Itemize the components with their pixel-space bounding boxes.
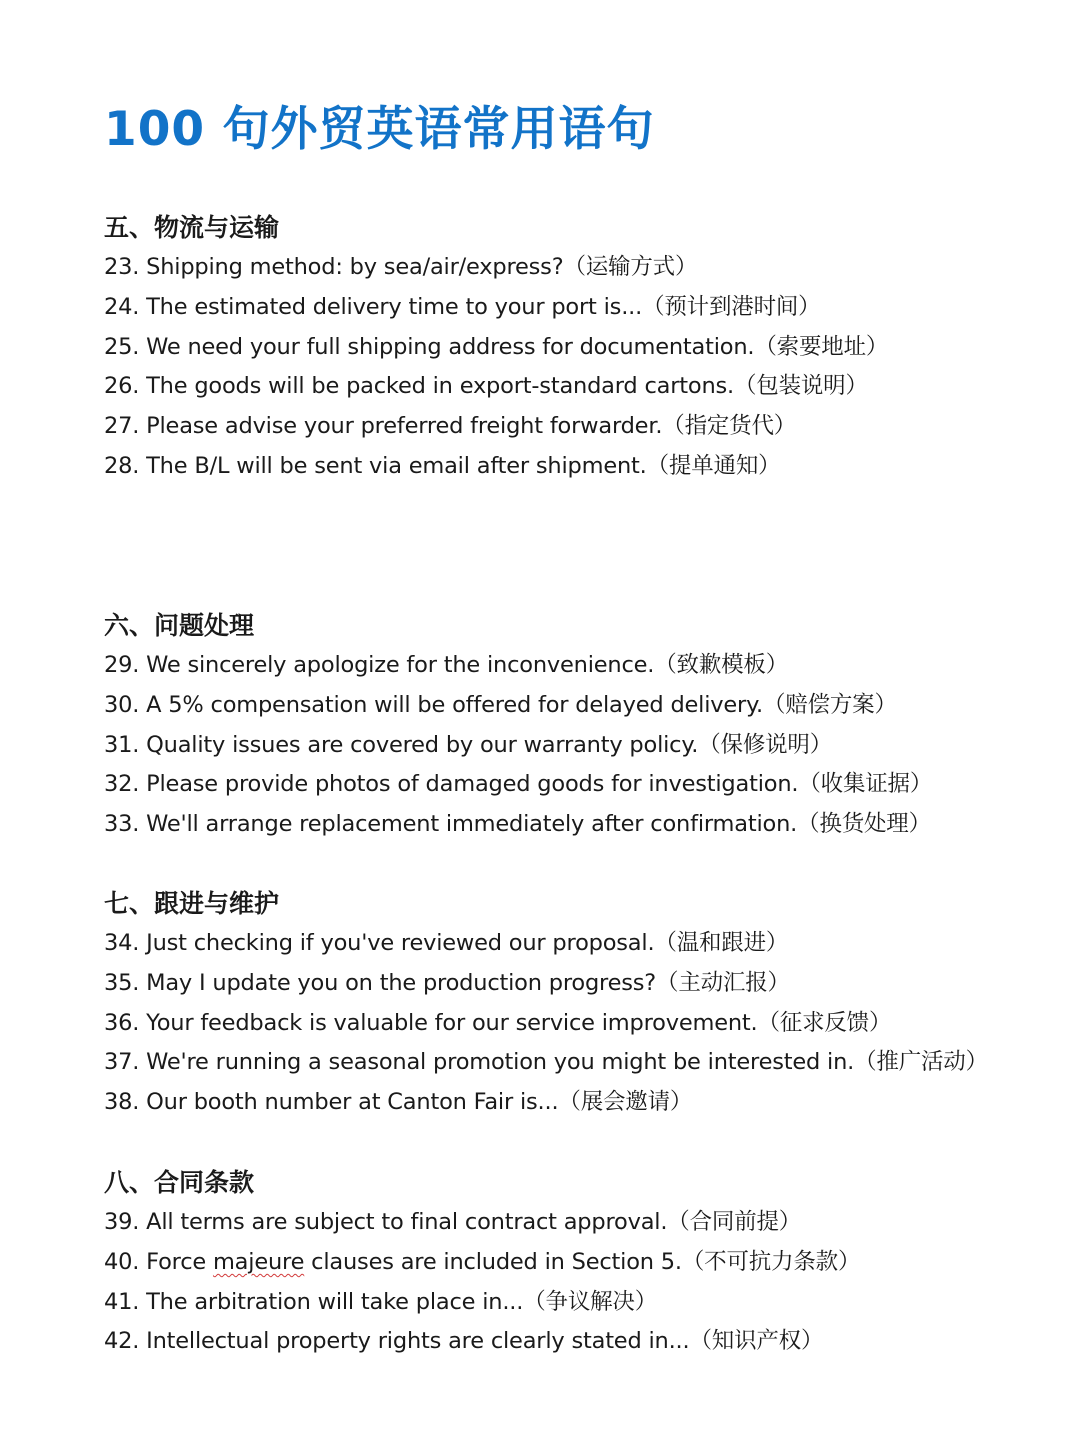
phrase-chinese-note: （保修说明）	[698, 731, 833, 758]
section-heading: 五、物流与运输	[104, 213, 280, 242]
phrase-line	[104, 686, 1024, 726]
section-heading: 八、合同条款	[104, 1168, 255, 1197]
phrase-line	[104, 964, 1024, 1004]
phrase-chinese-note: （温和跟进）	[654, 930, 789, 956]
phrase-line	[104, 924, 1024, 964]
phrase-chinese-note: （知识产权）	[689, 1328, 824, 1355]
phrase-line	[104, 1083, 1024, 1123]
phrase-line	[104, 248, 1024, 288]
phrase-english: 39. All terms are subject to final contract approval.	[104, 1209, 668, 1235]
phrase-english-prefix: 40. Force	[104, 1248, 213, 1275]
phrase-english: 37. We're running a seasonal promotion you might be interested in.	[104, 1049, 855, 1076]
phrase-english: 36. Your feedback is valuable for our service improvement.	[104, 1009, 758, 1036]
phrase-line	[104, 1243, 1024, 1283]
phrase-english: 35. May I update you on the production progress?	[104, 969, 657, 996]
phrase-chinese-note: （提单通知）	[646, 452, 781, 479]
phrase-line	[104, 1004, 1024, 1044]
page-title: 100 句外贸英语常用语句	[104, 102, 655, 157]
phrase-english: 29. We sincerely apologize for the inconvenience.	[104, 652, 655, 678]
phrase-chinese-note: （运输方式）	[563, 254, 698, 280]
phrase-line	[104, 328, 1024, 368]
section-problem-handling	[104, 606, 1024, 845]
section-heading: 六、问题处理	[104, 611, 255, 640]
section-contract-terms	[104, 1163, 1024, 1362]
phrase-chinese-note: （主动汇报）	[656, 969, 790, 996]
phrase-english: 34. Just checking if you've reviewed our proposal.	[104, 930, 655, 956]
section-follow-up	[104, 884, 1024, 1123]
phrase-chinese-note: （展会邀请）	[558, 1089, 693, 1116]
spellcheck-flagged-word[interactable]: majeure	[212, 1248, 305, 1275]
phrase-english: 38. Our booth number at Canton Fair is...	[104, 1089, 559, 1116]
phrase-line	[104, 726, 1024, 766]
phrase-english: 24. The estimated delivery time to your port is...	[104, 293, 643, 320]
phrase-chinese-note: （预计到港时间）	[642, 293, 821, 320]
phrase-line	[104, 1043, 1024, 1083]
phrase-chinese-note: （争议解决）	[523, 1288, 658, 1315]
phrase-line	[104, 407, 1024, 447]
phrase-line	[104, 447, 1024, 487]
phrase-chinese-note: （征求反馈）	[757, 1009, 892, 1036]
phrase-english: 41. The arbitration will take place in...	[104, 1288, 524, 1315]
phrase-chinese-note: （包装说明）	[733, 373, 868, 400]
phrase-english: 33. We'll arrange replacement immediately after confirmation.	[104, 811, 798, 838]
phrase-english: 25. We need your full shipping address for documentation.	[104, 333, 755, 360]
phrase-chinese-note: （指定货代）	[662, 413, 797, 440]
phrase-chinese-note: （致歉模板）	[654, 652, 789, 678]
phrase-english: 26. The goods will be packed in export-standard cartons.	[104, 373, 734, 400]
phrase-english: 31. Quality issues are covered by our warranty policy.	[104, 731, 699, 758]
phrase-line	[104, 288, 1024, 328]
phrase-chinese-note: （不可抗力条款）	[681, 1248, 861, 1275]
section-heading: 七、跟进与维护	[104, 889, 280, 918]
phrase-line	[104, 1203, 1024, 1243]
phrase-english-suffix: clauses are included in Section 5.	[304, 1248, 682, 1275]
section-logistics	[104, 208, 1024, 487]
phrase-chinese-note: （收集证据）	[798, 771, 933, 798]
phrase-line	[104, 1322, 1024, 1362]
phrase-english: 27. Please advise your preferred freight forwarder.	[104, 413, 663, 440]
phrase-line	[104, 1283, 1024, 1323]
phrase-line	[104, 646, 1024, 686]
phrase-line	[104, 805, 1024, 845]
phrase-chinese-note: （合同前提）	[667, 1209, 802, 1235]
phrase-english: 23. Shipping method: by sea/air/express?	[104, 254, 564, 280]
phrase-chinese-note: （推广活动）	[854, 1049, 988, 1076]
phrase-chinese-note: （换货处理）	[797, 811, 931, 838]
phrase-chinese-note: （赔偿方案）	[762, 691, 897, 718]
phrase-chinese-note: （索要地址）	[754, 333, 889, 360]
phrase-english: 30. A 5% compensation will be offered for delayed delivery.	[104, 691, 763, 718]
phrase-english: 42. Intellectual property rights are clearly stated in...	[104, 1328, 690, 1355]
phrase-english: 28. The B/L will be sent via email after shipment.	[104, 452, 647, 479]
phrase-line	[104, 367, 1024, 407]
phrase-english: 32. Please provide photos of damaged goods for investigation.	[104, 771, 799, 798]
phrase-line	[104, 765, 1024, 805]
